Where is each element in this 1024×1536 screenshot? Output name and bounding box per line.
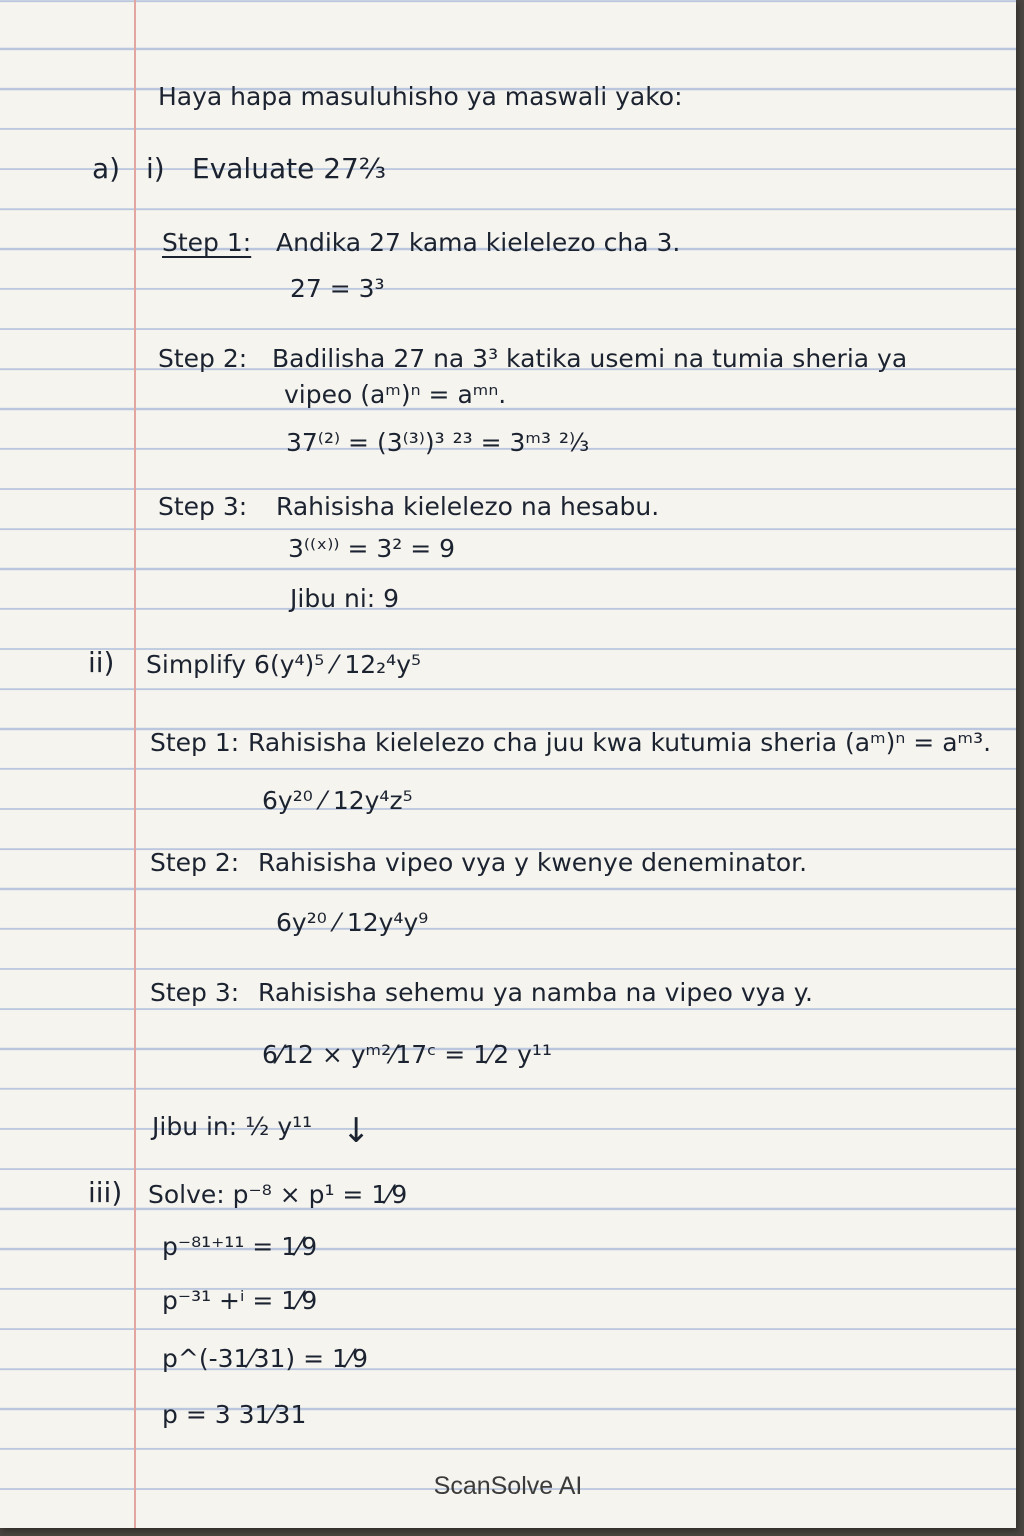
q3-line-1: p⁻⁸¹⁺¹¹ = 1⁄9 <box>162 1232 318 1261</box>
q1-step1-label: Step 1: <box>162 228 252 257</box>
q1-step3-math: 3⁽⁽ˣ⁾⁾ = 3² = 9 <box>288 534 456 563</box>
q3-label: iii) <box>88 1176 123 1209</box>
intro-text: Haya hapa masuluhisho ya maswali yako: <box>158 82 683 111</box>
q1-step1-text: Andika 27 kama kielelezo cha 3. <box>276 228 681 257</box>
q3-prompt: Solve: p⁻⁸ × p¹ = 1⁄9 <box>148 1180 408 1209</box>
down-arrow-icon: ↓ <box>342 1111 371 1151</box>
q1-step3-text: Rahisisha kielelezo na hesabu. <box>276 492 660 521</box>
q1-prompt: Evaluate 27²⁄₃ <box>192 152 386 185</box>
q2-step3-label: Step 3: <box>150 978 240 1007</box>
q2-answer: Jibu in: ½ y¹¹ <box>152 1112 313 1141</box>
q1-step2-text2: vipeo (aᵐ)ⁿ = aᵐⁿ. <box>284 380 507 409</box>
q3-line-2: p⁻³¹ +ⁱ = 1⁄9 <box>162 1286 318 1315</box>
q3-line-3: p^(-31⁄31) = 1⁄9 <box>162 1344 368 1373</box>
q1-answer: Jibu ni: 9 <box>290 584 400 613</box>
q1-step1-math: 27 = 3³ <box>290 274 385 303</box>
q2-step2-label: Step 2: <box>150 848 240 877</box>
q1-step2-text: Badilisha 27 na 3³ katika usemi na tumia sheria ya <box>272 344 908 373</box>
q2-step2-text: Rahisisha vipeo vya y kwenye deneminator. <box>258 848 808 877</box>
q2-step2-math: 6y²⁰ ⁄ 12y⁴y⁹ <box>276 908 429 937</box>
margin-line <box>134 0 136 1528</box>
q2-step1-math: 6y²⁰ ⁄ 12y⁴z⁵ <box>262 786 413 815</box>
q2-label: ii) <box>88 646 115 679</box>
q2-step1-text: Rahisisha kielelezo cha juu kwa kutumia sheria (aᵐ)ⁿ = aᵐ³. <box>248 728 992 757</box>
q3-line-4: p = 3 31⁄31 <box>162 1400 307 1429</box>
q1-step2-math: 37⁽²⁾ = (3⁽³⁾)³ ²³ = 3ᵐ³ ²⁾⁄₃ <box>286 428 590 457</box>
q2-step1-label: Step 1: <box>150 728 240 757</box>
q2-step3-math: 6⁄12 × yᵐ²⁄17ᶜ = 1⁄2 y¹¹ <box>262 1040 552 1069</box>
q1-label: i) <box>146 152 165 185</box>
q2-prompt: Simplify 6(y⁴)⁵ ⁄ 12₂⁴y⁵ <box>146 650 422 679</box>
footer-brand: ScanSolve AI <box>433 1472 583 1500</box>
q2-step3-text: Rahisisha sehemu ya namba na vipeo vya y. <box>258 978 813 1007</box>
part-a-label: a) <box>92 152 121 185</box>
q1-step3-label: Step 3: <box>158 492 248 521</box>
q1-step2-label: Step 2: <box>158 344 248 373</box>
